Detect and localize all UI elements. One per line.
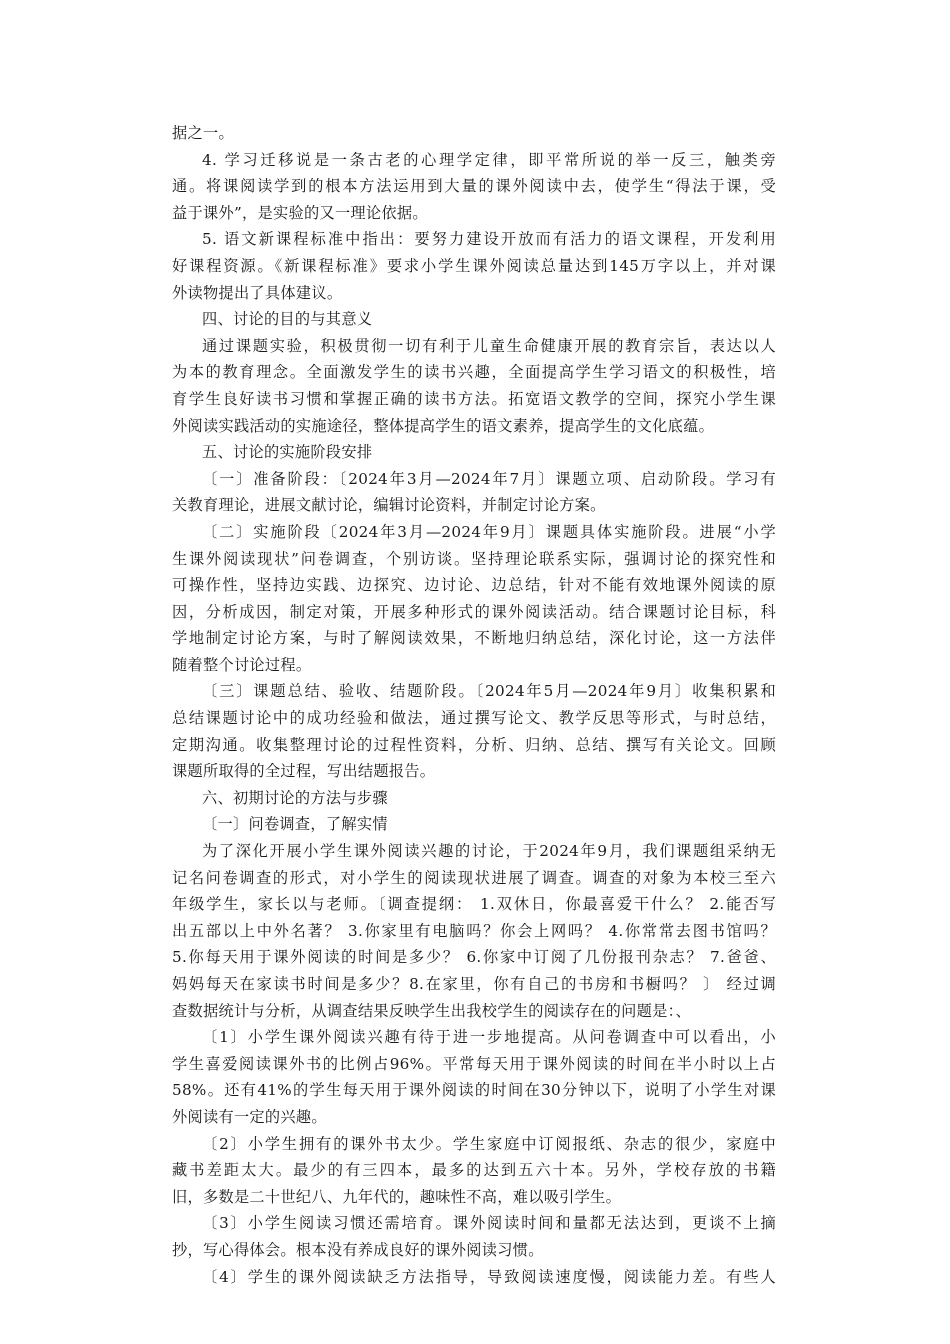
text-line: 抄，写心得体会。根本没有养成良好的课外阅读习惯。 [172, 1240, 544, 1259]
paragraph [172, 678, 776, 784]
paragraph [172, 1024, 776, 1130]
text-line: 为了深化开展小学生课外阅读兴趣的讨论，于2024年9月，我们课题组采纳无 [202, 842, 776, 861]
text-line: 通。将课阅读学到的根本方法运用到大量的课外阅读中去，使学生“得法于课，受 [172, 177, 776, 196]
text-line: 〔4〕学生的课外阅读缺乏方法指导，导致阅读速度慢，阅读能力差。有些人 [202, 1267, 776, 1286]
text-line: 〔三〕课题总结、验收、结题阶段。〔2024年5月—2024年9月〕收集积累和 [202, 682, 776, 701]
text-line: 4. 学习迁移说是一条古老的心理学定律，即平常所说的举一反三，触类旁 [202, 150, 776, 169]
paragraph [172, 1264, 776, 1291]
text-line: 课题所取得的全过程，写出结题报告。 [172, 762, 436, 781]
text-line: 〔一〕准备阶段：〔2024年3月—2024年7月〕课题立项、启动阶段。学习有 [202, 469, 776, 488]
paragraph [172, 226, 776, 306]
text-line: 总结课题讨论中的成功经验和做法，通过撰写论文、教学反思等形式，与时总结， [172, 709, 776, 728]
paragraph [172, 333, 776, 439]
text-line: 生课外阅读现状”问卷调查，个别访谈。坚持理论联系实际，强调讨论的探究性和 [172, 549, 776, 568]
text-line: 外阅读有一定的兴趣。 [172, 1107, 327, 1126]
heading-text: 六、初期讨论的方法与步骤 [202, 788, 388, 807]
heading-text: 五、讨论的实施阶段安排 [202, 443, 373, 462]
text-line: 记名问卷调查的形式，对小学生的阅读现状进展了调查。调查的对象为本校三至六 [172, 868, 776, 887]
section-heading [172, 306, 776, 333]
paragraph [172, 147, 776, 227]
text-line: 通过课题实验，积极贯彻一切有利于儿童生命健康开展的教育宗旨，表达以人 [202, 336, 776, 355]
paragraph [172, 1131, 776, 1211]
text-line: 据之一。 [172, 124, 234, 142]
text-line: 5. 语文新课程标准中指出：要努力建设开放而有活力的语文课程，开发利用 [202, 230, 776, 249]
text-line: 为本的教育理念。全面激发学生的读书兴趣，全面提高学生学习语文的积极性，培 [172, 363, 776, 382]
heading-text: 〔一〕问卷调查，了解实情 [202, 815, 388, 834]
heading-text: 四、讨论的目的与其意义 [202, 310, 373, 329]
text-line: 育学生良好读书习惯和掌握正确的读书方法。拓宽语文教学的空间，探究小学生课 [172, 389, 776, 408]
text-line: 58%。还有41%的学生每天用于课外阅读的时间在30分钟以下，说明了小学生对课 [172, 1081, 776, 1100]
text-line: 益于课外”，是实验的又一理论依据。 [172, 203, 428, 222]
paragraph [172, 120, 776, 147]
text-line: 妈妈每天在家读书时间是多少？8.在家里，你有自己的书房和书橱吗？ 〕 经过调 [172, 975, 776, 993]
text-line: 〔二〕实施阶段〔2024年3月—2024年9月〕课题具体实施阶段。进展“小学 [202, 522, 776, 541]
text-line: 学地制定讨论方案，与时了解阅读效果，不断地归纳总结，深化讨论，这一方法伴 [172, 629, 776, 648]
text-line: 旧，多数是二十世纪八、九年代的，趣味性不高，难以吸引学生。 [172, 1187, 622, 1206]
paragraph [172, 1210, 776, 1263]
text-line: 随着整个讨论过程。 [172, 655, 312, 674]
text-line: 外读物提出了具体建议。 [172, 283, 343, 302]
paragraph [172, 466, 776, 519]
section-heading [172, 785, 776, 812]
text-line: 藏书差距太大。最少的有三四本，最多的达到五六十本。另外，学校存放的书籍 [172, 1161, 776, 1180]
text-line: 年级学生，家长以与老师。〔调查提纲： 1.双休日，你最喜爱干什么？ 2.能否写 [172, 895, 776, 914]
text-line: 可操作性，坚持边实践、边探究、边讨论、边总结，针对不能有效地课外阅读的原 [172, 576, 776, 595]
paragraph [172, 838, 776, 1024]
text-line: 关教育理论，进展文献讨论，编辑讨论资料，并制定讨论方案。 [172, 496, 606, 515]
text-line: 因，分析成因，制定对策，开展多种形式的课外阅读活动。结合课题讨论目标，科 [172, 602, 776, 621]
text-line: 学生喜爱阅读课外书的比例占96%。平常每天用于课外阅读的时间在半小时以上占 [172, 1054, 776, 1073]
paragraph [172, 519, 776, 679]
text-line: 出五部以上中外名著？ 3.你家里有电脑吗？你会上网吗？ 4.你常常去图书馆吗？ [172, 921, 776, 940]
text-line: 〔3〕小学生阅读习惯还需培育。课外阅读时间和量都无法达到，更谈不上摘 [202, 1214, 776, 1233]
text-line: 好课程资源。《新课程标准》要求小学生课外阅读总量达到145万字以上，并对课 [172, 256, 776, 275]
subsection-heading [172, 811, 776, 838]
text-line: 〔1〕小学生课外阅读兴趣有待于进一步地提高。从问卷调查中可以看出，小 [202, 1028, 776, 1047]
section-heading [172, 439, 776, 466]
text-line: 〔2〕小学生拥有的课外书太少。学生家庭中订阅报纸、杂志的很少，家庭中 [202, 1134, 776, 1153]
text-line: 5.你每天用于课外阅读的时间是多少？ 6.你家中订阅了几份报刊杂志？ 7.爸爸、 [172, 948, 776, 967]
text-line: 查数据统计与分析，从调查结果反映学生出我校学生的阅读存在的问题是：、 [172, 1001, 691, 1020]
document-page [172, 120, 776, 1290]
text-line: 定期沟通。收集整理讨论的过程性资料，分析、归纳、总结、撰写有关论文。回顾 [172, 735, 776, 754]
text-line: 外阅读实践活动的实施途径，整体提高学生的语文素养，提高学生的文化底蕴。 [172, 416, 715, 435]
